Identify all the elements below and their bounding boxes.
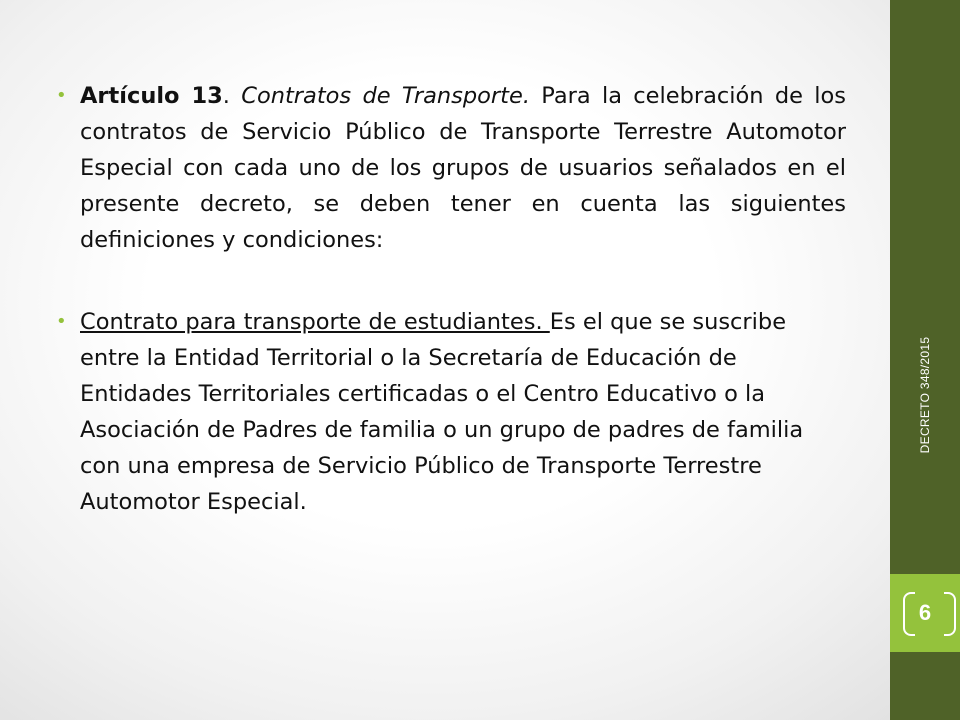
- article-body: Para la celebración de los contratos de Servicio Público de Transporte Terrestre Automotor Especial con cada uno de los grupos de usuarios señalados en el presente decreto, se deben tener en cuenta las siguientes definiciones y condiciones:: [80, 83, 847, 253]
- article-separator: .: [222, 83, 242, 109]
- student-contract-title: Contrato para transporte de estudiantes.: [80, 309, 550, 335]
- article-subtitle: Contratos de Transporte.: [241, 83, 530, 109]
- student-contract-body: Es el que se suscribe entre la Entidad Territorial o la Secretaría de Educación de Entidades Territoriales certificadas o el Centro Educativo o la Asociación de Padres de familia o un grupo de padres de familia con una empresa de Servicio Público de Transporte Terrestre Automotor Especial.: [80, 309, 804, 515]
- page-number: 6: [918, 600, 932, 625]
- bullet-icon: •: [56, 311, 67, 332]
- slide-content: [56, 78, 846, 520]
- bullet-student-contract: [56, 304, 846, 520]
- bullet-icon: •: [56, 85, 67, 106]
- bullet-article-13: [56, 78, 846, 258]
- article-title: Artículo 13: [80, 83, 223, 109]
- footer-vertical-text: DECRETO 348/2015: [918, 336, 932, 454]
